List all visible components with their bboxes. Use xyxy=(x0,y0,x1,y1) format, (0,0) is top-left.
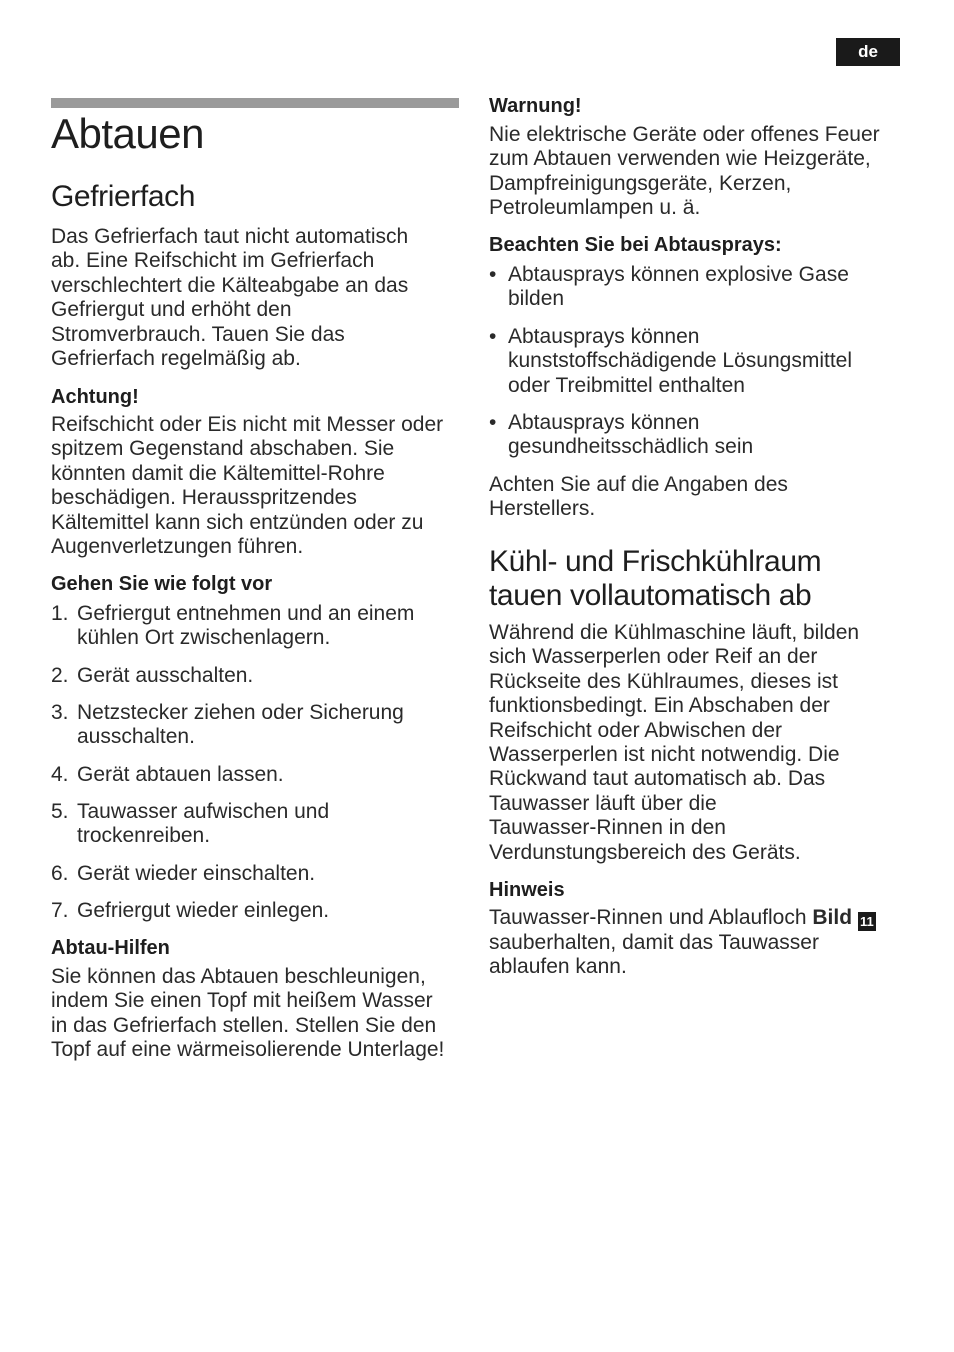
text-line: trockenreiben. xyxy=(77,824,211,848)
figure-number-icon: 11 xyxy=(858,912,876,931)
text-line: Gerät wieder einschalten. xyxy=(77,862,316,885)
text-line: zum Abtauen verwenden wie Heizgeräte, xyxy=(489,147,871,171)
text-line: könnten damit die Kältemittel-Rohre xyxy=(51,461,385,485)
text-line: Tauwasser-Rinnen in den xyxy=(489,816,726,840)
warnung-paragraph xyxy=(489,123,909,221)
text-line: Wasserperlen ist nicht notwendig. Die xyxy=(489,743,840,767)
text-line: in das Gefrierfach stellen. Stellen Sie den xyxy=(51,1013,437,1037)
text-line: Dampfreinigungsgeräte, Kerzen, xyxy=(489,171,792,195)
step-number: 7. xyxy=(51,899,69,922)
text-line: Gefriergut und erhöht den xyxy=(51,298,292,322)
text-line: sauberhalten, damit das Tauwasser xyxy=(489,931,819,954)
text-line: Petroleumlampen u. ä. xyxy=(489,196,701,220)
bullet-icon: • xyxy=(489,325,497,348)
text-line: Gerät abtauen lassen. xyxy=(77,763,284,786)
list-item xyxy=(51,701,477,750)
text-span: Tauwasser-Rinnen und Ablaufloch xyxy=(489,906,807,929)
text-line: oder Treibmittel enthalten xyxy=(508,373,745,397)
step-number: 2. xyxy=(51,664,69,687)
text-line: Kältemittel kann sich entzünden oder zu xyxy=(51,510,424,534)
kuehlraum-paragraph xyxy=(489,621,909,865)
page-title: Abtauen xyxy=(51,110,204,157)
text-line: Während die Kühlmaschine läuft, bilden xyxy=(489,621,860,644)
text-line: Stromverbrauch. Tauen Sie das xyxy=(51,322,345,346)
text-line: Netzstecker ziehen oder Sicherung xyxy=(77,701,404,724)
achtung-paragraph xyxy=(51,413,469,559)
step-number: 6. xyxy=(51,862,69,885)
text-line: Abtausprays können xyxy=(508,325,700,348)
bullet-icon: • xyxy=(489,263,497,286)
text-line: Abtausprays können xyxy=(508,411,700,434)
step-number: 1. xyxy=(51,602,69,625)
warnung-heading: Warnung! xyxy=(489,95,582,117)
text-line: Achten Sie auf die Angaben des xyxy=(489,473,788,496)
text-line: ablaufen kann. xyxy=(489,955,627,979)
heading-line: Kühl- und Frischkühlraum xyxy=(489,545,822,578)
sprays-heading: Beachten Sie bei Abtausprays: xyxy=(489,234,782,256)
steps-heading: Gehen Sie wie folgt vor xyxy=(51,573,273,595)
text-line: Reifschicht oder Eis nicht mit Messer oder xyxy=(51,413,444,436)
hilfen-paragraph xyxy=(51,965,469,1063)
list-item xyxy=(51,763,477,787)
list-item xyxy=(51,800,477,849)
text-line: spitzem Gegenstand abschaben. Sie xyxy=(51,437,395,461)
hersteller-paragraph xyxy=(489,473,909,522)
text-line: kunststoffschädigende Lösungsmittel xyxy=(508,349,852,373)
text-line: Das Gefrierfach taut nicht automatisch xyxy=(51,225,409,248)
text-line: ausschalten. xyxy=(77,725,195,749)
text-line: beschädigen. Herausspritzendes xyxy=(51,486,357,510)
text-line: Herstellers. xyxy=(489,497,596,521)
text-line: ab. Eine Reifschicht im Gefrierfach xyxy=(51,249,375,273)
text-line: Augenverletzungen führen. xyxy=(51,535,304,559)
text-line: Rückseite des Kühlraumes, dieses ist xyxy=(489,669,838,693)
achtung-heading: Achtung! xyxy=(51,386,139,408)
hilfen-heading: Abtau-Hilfen xyxy=(51,937,170,959)
list-item xyxy=(489,263,908,312)
text-line: Reifschicht oder Abwischen der xyxy=(489,718,782,742)
list-item xyxy=(489,325,908,398)
text-line: bilden xyxy=(508,287,565,311)
text-line: Tauwasser aufwischen und xyxy=(77,800,330,823)
step-number: 3. xyxy=(51,701,69,724)
text-line: Tauwasser läuft über die xyxy=(489,791,717,815)
text-line: Sie können das Abtauen beschleunigen, xyxy=(51,965,426,988)
text-line: verschlechtert die Kälteabgabe an das xyxy=(51,273,409,297)
list-item xyxy=(51,862,477,886)
heading-gefrierfach: Gefrierfach xyxy=(51,180,195,213)
text-line: Topf auf eine wärmeisolierende Unterlage! xyxy=(51,1038,445,1062)
figure-ref-label: Bild xyxy=(812,906,853,929)
section-rule xyxy=(51,98,459,108)
list-item xyxy=(51,602,477,651)
text-line: Abtausprays können explosive Gase xyxy=(508,263,849,286)
text-line: kühlen Ort zwischenlagern. xyxy=(77,626,331,650)
text-line: Rückwand taut automatisch ab. Das xyxy=(489,767,826,791)
step-number: 4. xyxy=(51,763,69,786)
hinweis-heading: Hinweis xyxy=(489,879,565,901)
text-line: Gefrierfach regelmäßig ab. xyxy=(51,347,301,371)
heading-kuehlraum xyxy=(489,545,909,613)
text-line xyxy=(489,906,909,931)
step-number: 5. xyxy=(51,800,69,823)
list-item xyxy=(51,899,477,923)
text-line: Verdunstungsbereich des Geräts. xyxy=(489,840,801,864)
language-badge: de xyxy=(836,38,900,66)
text-line: sich Wasserperlen oder Reif an der xyxy=(489,645,818,669)
text-line: Nie elektrische Geräte oder offenes Feuer xyxy=(489,123,880,146)
text-line: Gefriergut entnehmen und an einem xyxy=(77,602,415,625)
text-line: Gefriergut wieder einlegen. xyxy=(77,899,330,922)
list-item xyxy=(51,664,477,688)
hinweis-paragraph xyxy=(489,906,909,980)
text-line: funktionsbedingt. Ein Abschaben der xyxy=(489,694,830,718)
list-item xyxy=(489,411,908,460)
intro-paragraph xyxy=(51,225,469,371)
heading-line: tauen vollautomatisch ab xyxy=(489,579,812,612)
text-line: indem Sie einen Topf mit heißem Wasser xyxy=(51,989,433,1013)
bullet-icon: • xyxy=(489,411,497,434)
text-line: Gerät ausschalten. xyxy=(77,664,254,687)
text-line: gesundheitsschädlich sein xyxy=(508,435,754,459)
